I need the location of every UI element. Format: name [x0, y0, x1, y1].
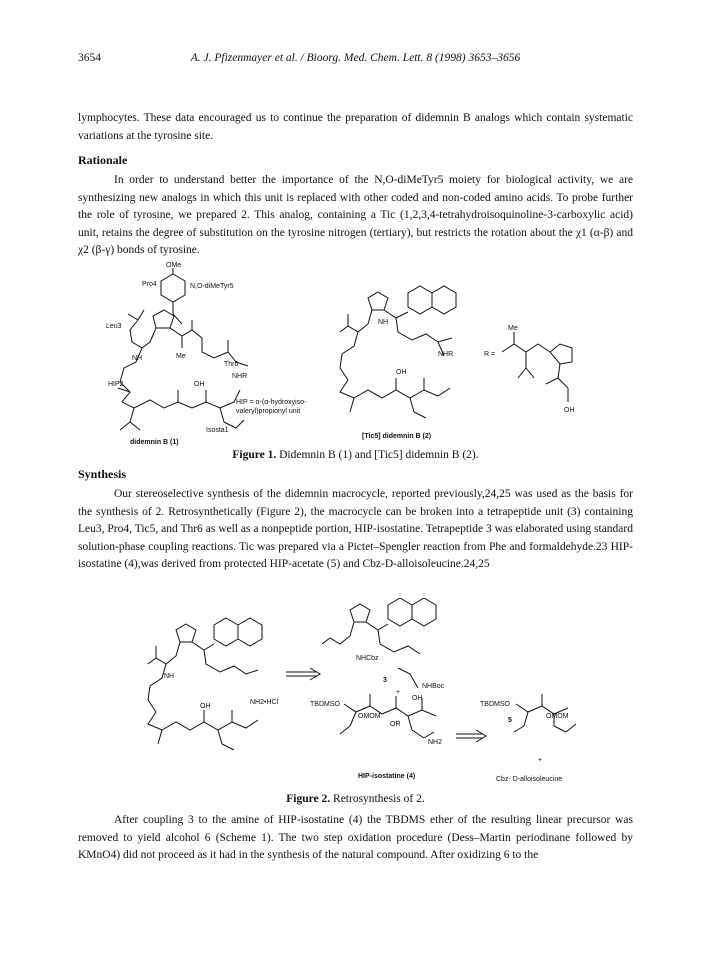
compound-5-label: 5 — [508, 717, 512, 724]
nhcbz-label: NHCbz — [356, 655, 379, 662]
synthesis-heading: Synthesis — [78, 467, 127, 481]
macro-nh-label: NH — [164, 673, 175, 680]
plus-sign-1: + — [396, 689, 401, 696]
compound-3-label: 3 — [383, 677, 387, 684]
intro-paragraph: lymphocytes. These data encouraged us to continue the preparation of didemnin B analogs which contain systematic variations at the tyrosine site. — [78, 112, 633, 142]
fig1-nh-label: NH — [132, 355, 143, 362]
retro-arrow-1 — [286, 668, 320, 680]
or-label: OR — [390, 721, 401, 728]
nhboc-label: NHBoc — [422, 683, 445, 690]
figure-2-caption — [78, 793, 633, 805]
compound-1-label: didemnin B (1) — [130, 439, 179, 446]
retro-arrow-2 — [456, 730, 486, 742]
fig1-thr6-label: Thr6 — [224, 361, 239, 368]
fig1-oh-label: OH — [194, 381, 205, 388]
figure-2-caption-label: Figure 2. — [286, 793, 331, 805]
hip-isostatine-label: HIP-isostatine (4) — [358, 773, 416, 780]
fig1-ome-label: OMe — [166, 262, 182, 269]
running-head: A. J. Pfizenmayer et al. / Bioorg. Med. Chem. Lett. 8 (1998) 3653–3656 — [190, 52, 521, 64]
nh2hcl-label: NH2•HCl — [250, 699, 279, 706]
omom-label-1: OMOM — [358, 713, 381, 720]
fig1-tyr-label: N,O-diMeTyr5 — [190, 283, 234, 290]
fig2-nh-top: NH — [378, 319, 389, 326]
macro-oh-label: OH — [200, 703, 211, 710]
rationale-paragraph: In order to understand better the importance of the N,O-diMeTyr5 moiety for biological activity, we are synthesizing new analogs in which this unit is replaced with other coded and non-coded amino acids. To probe further the role of tyrosine, we prepared 2. This analog, containing a Tic (1,2,3,4-tetrahydroisoquinoline-3-carboxylic acid) unit, retains the degree of substitution on the tyrosine nitrogen (tertiary), but restricts the rotation about the χ1 (α-β) and χ2 (β-γ) bonds of tyrosine. — [78, 174, 633, 257]
plus-sign-2: + — [538, 757, 543, 764]
r-oh-label: OH — [564, 407, 575, 414]
fig1-hip-def-1: HIP = α-(α-hydroxyiso- — [236, 399, 307, 406]
figure-2-retrosynthesis — [78, 598, 633, 794]
fig1-leu3-label: Leu3 — [106, 323, 122, 330]
fig1-pro4-label: Pro4 — [142, 281, 157, 288]
rationale-heading: Rationale — [78, 153, 128, 167]
tbdmso-label-2: TBDMSO — [480, 701, 510, 708]
figure-1-caption-label: Figure 1. — [232, 449, 277, 461]
figure-1-caption — [78, 449, 633, 461]
tbdmso-label-1: TBDMSO — [310, 701, 340, 708]
r-group-structure — [502, 332, 572, 402]
omom-label-2: OMOM — [546, 713, 569, 720]
fig1-hip2-label: HIP2 — [108, 381, 124, 388]
final-paragraph: After coupling 3 to the amine of HIP-isostatine (4) the TBDMS ether of the resulting linear precursor was removed to yield alcohol 6 (Scheme 1). The two step oxidation procedure (Dess–Martin periodinane followed by KMnO4) did not proceed as it had in the synthesis of the natural compound. After oxidizing 6 to the — [78, 814, 633, 862]
fig1-isosta-label: Isosta1 — [206, 427, 229, 434]
macrocycle-structure — [148, 618, 262, 750]
fig1-me-label: Me — [176, 353, 186, 360]
page-number: 3654 — [78, 52, 101, 64]
nh2-label: NH2 — [428, 739, 443, 746]
fig2-nhr-label: NHR — [438, 351, 454, 358]
figure-2-caption-text: Retrosynthesis of 2. — [333, 793, 425, 805]
figure-1-caption-text: Didemnin B (1) and [Tic5] didemnin B (2). — [279, 449, 479, 461]
fig2-oh-label: OH — [396, 369, 407, 376]
synthesis-paragraph: Our stereoselective synthesis of the didemnin macrocycle, reported previously,24,25 was used as the basis for the synthesis of 2. Retrosynthetically (Figure 2), the macrocycle can be broken into a tetrapeptide unit (3) containing Leu3, Pro4, Tic5, and Thr6 as well as a nonpeptide portion, HIP-isostatine. Tetrapeptide 3 was elaborated using standard solution-phase coupling reactions. Tic was prepared via a Pictet–Spengler reaction from Phe and formaldehyde.23 HIP-isostatine (4),was derived from protected HIP-acetate (5) and Cbz-D-alloisoleucine.24,25 — [78, 488, 633, 571]
cbz-alloisoleucine-label: Cbz- D-alloisoleucine — [496, 776, 563, 783]
fig1-nhr-label: NHR — [232, 373, 248, 380]
r-me-label: Me — [508, 325, 518, 332]
r-equals-label: R = — [484, 351, 496, 358]
tetrapeptide-3-structure — [322, 598, 436, 688]
didemnin-b-structure — [118, 268, 248, 430]
oh-label-3: OH — [412, 695, 423, 702]
figure-1-structures — [78, 262, 633, 450]
fig1-hip-def-2: valeryl)propionyl unit — [236, 408, 301, 415]
compound-2-label: [Tic5] didemnin B (2) — [362, 433, 432, 440]
